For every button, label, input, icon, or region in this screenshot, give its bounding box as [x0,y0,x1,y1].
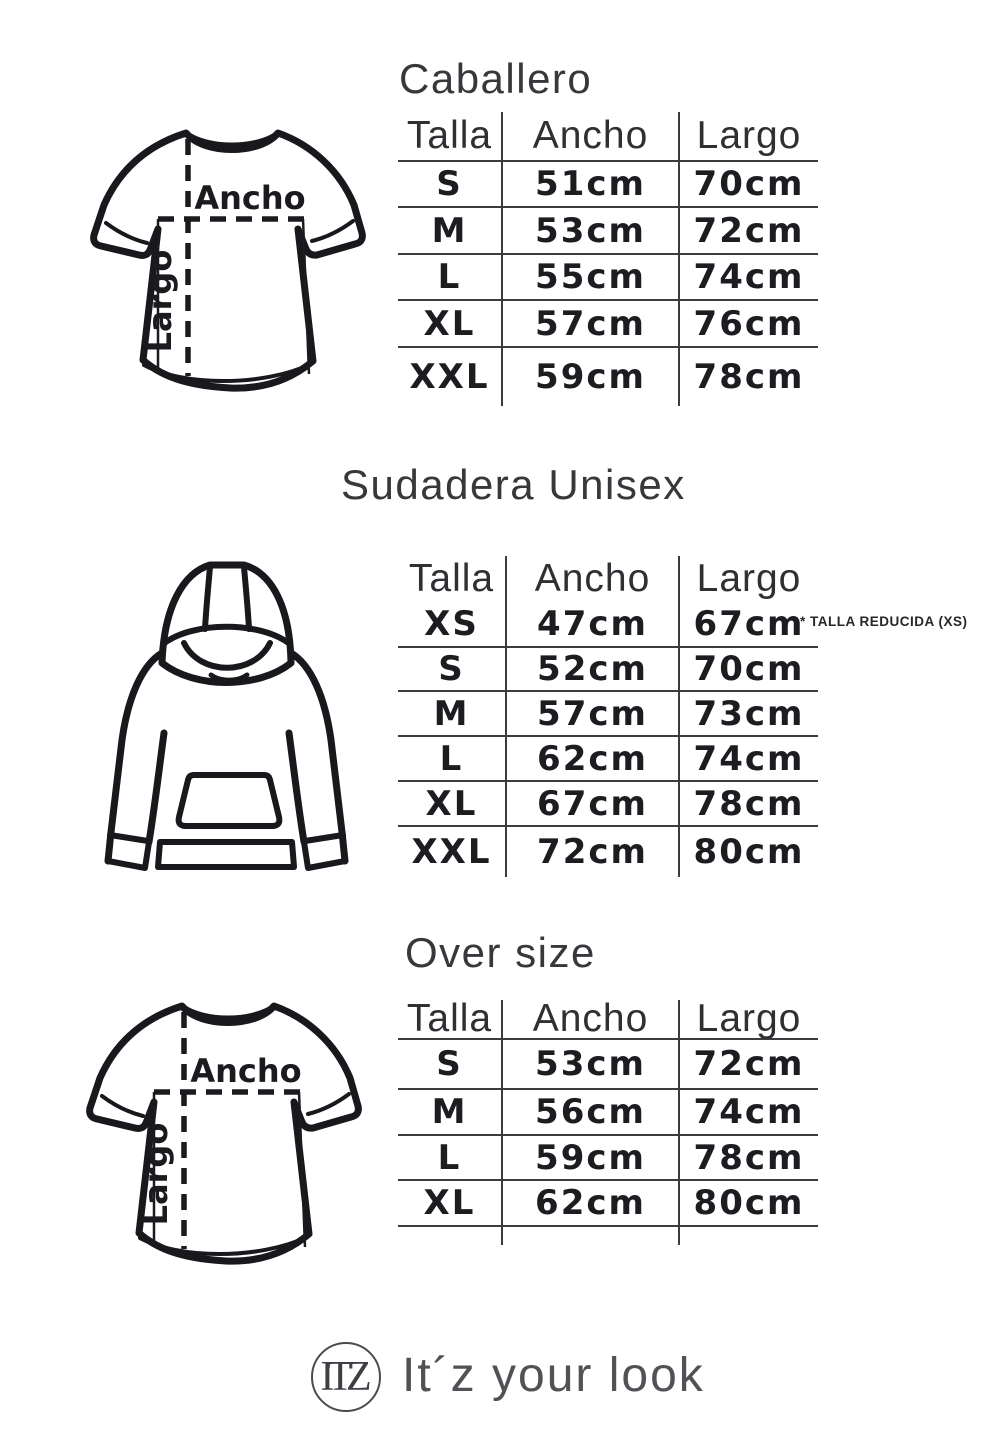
width-cell: 55cm [501,255,678,301]
col-header: Largo [678,556,818,602]
size-table-oversize [398,997,818,1245]
table-stub-cell [678,1227,818,1245]
hoodie-diagram [98,545,388,885]
size-cell: L [398,255,501,301]
size-cell: S [398,1040,501,1090]
length-cell: 67cm [678,602,818,648]
size-cell: S [398,648,505,692]
hoodie-left-cuff [108,835,149,868]
width-cell: 51cm [501,162,678,208]
section-title-sudadera: Sudadera Unisex [341,461,686,508]
width-cell: 53cm [501,1040,678,1090]
length-cell: 76cm [678,301,818,348]
tshirt-diagram [78,978,388,1278]
section-title-caballero: Caballero [399,55,593,102]
reduced-size-note: * TALLA REDUCIDA (XS) [800,614,968,629]
length-cell: 74cm [678,737,818,782]
size-cell: L [398,737,505,782]
col-header: Largo [678,112,818,162]
hoodie-hem-band [158,842,294,867]
length-cell: 78cm [678,782,818,827]
size-cell: XXL [409,357,490,397]
size-cell: XL [398,1181,501,1227]
width-cell: 67cm [505,782,678,827]
length-cell: 74cm [678,255,818,301]
brand-wordmark: It´z your look [402,1349,705,1402]
tshirt-diagram [82,105,392,405]
length-cell: 78cm [678,348,818,406]
width-cell: 52cm [505,648,678,692]
size-table-sudadera [398,556,818,877]
col-header: Talla [398,1000,501,1040]
hoodie-pocket [179,775,280,826]
length-cell: 80cm [678,1181,818,1227]
size-cell: XL [398,782,505,827]
hoodie-right-sleeve-inner [289,733,304,842]
brand-monogram: ITZ [320,1354,365,1400]
section-title-oversize: Over size [405,929,596,976]
length-cell: 72cm [678,1040,818,1090]
length-cell: 72cm [678,208,818,255]
length-cell: 78cm [678,1136,818,1181]
length-cell: 74cm [678,1090,818,1136]
hoodie-left-sleeve-inner [149,733,164,842]
table-stub-cell [398,1227,501,1245]
col-header: Talla [398,112,501,162]
col-header: Largo [678,1000,818,1040]
width-cell: 56cm [501,1090,678,1136]
width-cell: 62cm [501,1181,678,1227]
length-cell: 70cm [678,648,818,692]
col-header: Ancho [501,1000,678,1040]
size-cell: L [398,1136,501,1181]
width-cell: 53cm [501,208,678,255]
size-cell: M [398,692,505,737]
brand-logo [311,1342,381,1412]
width-cell: 62cm [505,737,678,782]
width-cell: 72cm [505,827,678,877]
col-header: Ancho [501,112,678,162]
size-table-caballero [398,112,818,406]
width-cell: 59cm [501,348,678,406]
width-cell: 47cm [505,602,678,648]
length-cell: 80cm [678,827,818,877]
size-cell: XXL [411,832,492,872]
size-cell: M [398,1090,501,1136]
table-stub-cell [501,1227,678,1245]
col-header: Talla [408,557,495,600]
width-cell: 57cm [505,692,678,737]
length-cell: 73cm [678,692,818,737]
col-header: Ancho [505,556,678,602]
length-cell: 70cm [678,162,818,208]
size-cell: S [398,162,501,208]
hoodie-right-cuff [304,835,345,868]
size-cell: XL [398,301,501,348]
size-cell: M [398,208,501,255]
width-cell: 59cm [501,1136,678,1181]
size-cell: XS [398,602,505,648]
width-cell: 57cm [501,301,678,348]
